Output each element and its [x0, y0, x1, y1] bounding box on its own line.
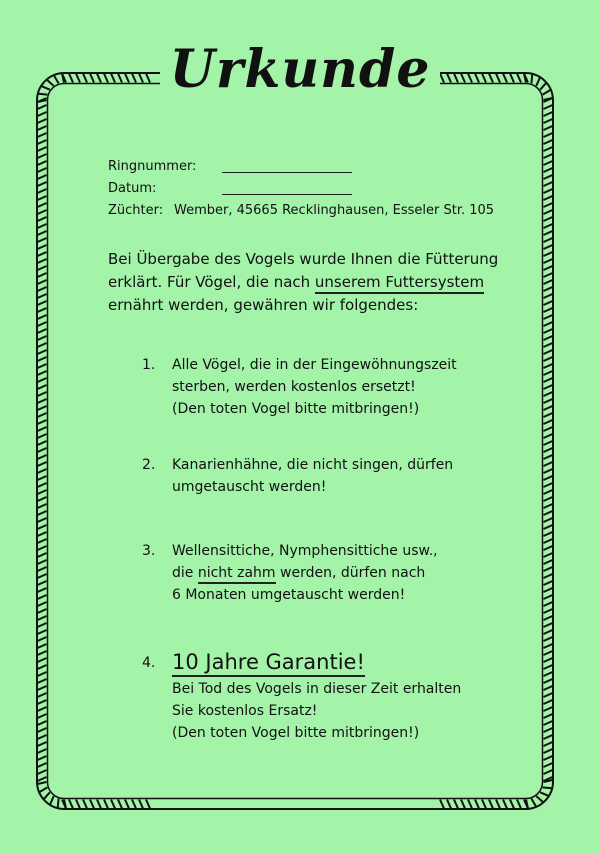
page-title: Urkunde — [0, 40, 600, 100]
intro-line — [108, 271, 508, 294]
datum-blank-line — [222, 182, 352, 195]
datum-row — [108, 177, 494, 199]
ringnummer-row — [108, 155, 494, 177]
item-line: Bei Tod des Vogels in dieser Zeit erhalten — [172, 681, 462, 697]
zuechter-label: Züchter: — [108, 202, 164, 218]
item-line: Sie kostenlos Ersatz! — [172, 703, 318, 719]
datum-label: Datum: — [108, 180, 157, 196]
list-item-3 — [142, 540, 438, 606]
item-line: sterben, werden kostenlos ersetzt! — [172, 379, 416, 395]
intro-text: erklärt. Für Vögel, die nach — [108, 273, 315, 291]
list-item-4 — [142, 646, 461, 744]
ringnummer-blank-line — [222, 160, 352, 173]
item-text: werden, dürfen nach — [275, 565, 426, 581]
item-line: (Den toten Vogel bitte mitbringen!) — [172, 725, 420, 741]
intro-line: ernährt werden, gewähren wir folgendes: — [108, 296, 419, 314]
zuechter-value: Wember, 45665 Recklinghausen, Esseler Str. 105 — [174, 202, 495, 218]
header-fields — [108, 155, 494, 221]
guarantee-headline-text: 10 Jahre Garantie! — [172, 650, 365, 677]
item-number: 1. — [142, 357, 156, 373]
item-line: 6 Monaten umgetauscht werden! — [172, 587, 406, 603]
item-line: Alle Vögel, die in der Eingewöhnungszeit — [172, 357, 457, 373]
futtersystem-underlined: unserem Futtersystem — [315, 273, 484, 294]
intro-line: Bei Übergabe des Vogels wurde Ihnen die Fütterung — [108, 250, 499, 268]
item-number: 2. — [142, 457, 156, 473]
zuechter-row — [108, 199, 494, 221]
item-number: 3. — [142, 543, 156, 559]
item-number: 4. — [142, 655, 156, 671]
item-line: Kanarienhähne, die nicht singen, dürfen — [172, 457, 454, 473]
item-line: (Den toten Vogel bitte mitbringen!) — [172, 401, 420, 417]
item-text: die — [172, 565, 198, 581]
item-line — [172, 562, 438, 584]
item-line: umgetauscht werden! — [172, 479, 327, 495]
guarantee-headline — [172, 646, 461, 678]
list-item-2 — [142, 454, 453, 498]
list-item-1 — [142, 354, 457, 420]
intro-paragraph — [108, 248, 508, 317]
ringnummer-label: Ringnummer: — [108, 158, 197, 174]
item-line: Wellensittiche, Nymphensittiche usw., — [172, 543, 438, 559]
nicht-zahm-underlined: nicht zahm — [198, 565, 276, 584]
